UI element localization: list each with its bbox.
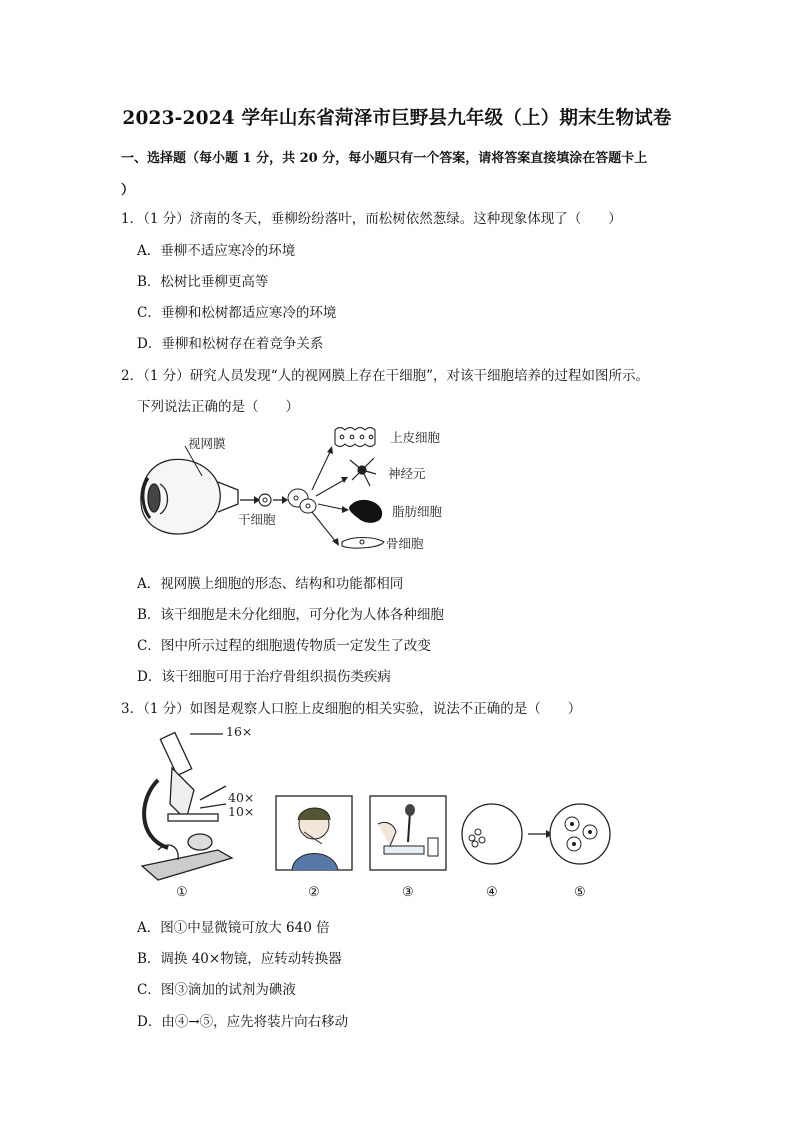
- question-1-option-d[interactable]: D．垂柳和松树存在着竞争关系: [137, 336, 324, 352]
- figure-caption-1: ①: [176, 885, 188, 900]
- eyepiece-label: 16×: [226, 724, 253, 739]
- question-1-stem: 1．（1 分）济南的冬天，垂柳纷纷落叶，而松树依然葱绿。这种现象体现了（ ）: [121, 211, 622, 227]
- stem-cell-label: 干细胞: [238, 512, 276, 527]
- figure-caption-3: ③: [402, 885, 414, 900]
- question-1-option-a[interactable]: A．垂柳不适应寒冷的环境: [137, 243, 296, 259]
- field-of-view-left: [462, 804, 522, 864]
- microscope-experiment-figure: [128, 720, 628, 890]
- retina-label: 视网膜: [188, 436, 226, 451]
- question-2-option-b[interactable]: B．该干细胞是未分化细胞，可分化为人体各种细胞: [137, 607, 444, 623]
- epithelial-cell-icon: [335, 428, 375, 447]
- objective-low-label: 10×: [228, 804, 255, 819]
- question-2-stem: 2．（1 分）研究人员发现“人的视网膜上存在干细胞”，对该干细胞培养的过程如图所示。: [121, 368, 650, 384]
- objective-high-label: 40×: [228, 790, 255, 805]
- neuron-label: 神经元: [388, 466, 426, 481]
- stem-cell-icon: [259, 494, 271, 506]
- section-heading: 一、选择题（每小题 1 分，共 20 分，每小题只有一个答案，请将答案直接填涂在答题卡上 ）: [121, 151, 648, 198]
- swab-cheek-illustration: [276, 796, 352, 870]
- figure-caption-5: ⑤: [574, 885, 586, 900]
- cell-cluster-icon: [288, 489, 316, 513]
- fat-cell-icon: [349, 500, 382, 523]
- question-3-option-a[interactable]: A．图①中显微镜可放大 640 倍: [137, 920, 330, 936]
- question-3-stem: 3．（1 分）如图是观察人口腔上皮细胞的相关实验，说法不正确的是（ ）: [121, 701, 582, 717]
- eye-illustration: [141, 459, 238, 534]
- question-2-option-c[interactable]: C．图中所示过程的细胞遗传物质一定发生了改变: [137, 638, 431, 654]
- question-3-option-b[interactable]: B．调换 40×物镜，应转动转换器: [137, 951, 342, 967]
- question-2-option-a[interactable]: A．视网膜上细胞的形态、结构和功能都相同: [137, 576, 404, 592]
- question-1-option-b[interactable]: B．松树比垂柳更高等: [137, 274, 269, 290]
- bone-cell-icon: [342, 538, 384, 549]
- question-3-option-c[interactable]: C．图③滴加的试剂为碘液: [137, 982, 296, 998]
- epithelial-label: 上皮细胞: [390, 430, 441, 445]
- bone-cell-label: 骨细胞: [386, 536, 424, 551]
- question-2-stem-cont: 下列说法正确的是（ ）: [137, 399, 299, 415]
- figure-caption-4: ④: [486, 885, 498, 900]
- stem-cell-differentiation-diagram: [130, 420, 460, 560]
- dropper-slide-illustration: [370, 796, 446, 870]
- microscope-illustration: [142, 732, 232, 880]
- neuron-icon: [350, 458, 376, 486]
- question-3-option-d[interactable]: D．由④→⑤，应先将装片向右移动: [137, 1014, 349, 1030]
- figure-caption-2: ②: [308, 885, 320, 900]
- field-of-view-right: [550, 804, 610, 864]
- page-title: 2023-2024 学年山东省菏泽市巨野县九年级（上）期末生物试卷: [122, 108, 672, 129]
- fat-cell-label: 脂肪细胞: [392, 504, 443, 519]
- question-2-option-d[interactable]: D．该干细胞可用于治疗骨组织损伤类疾病: [137, 669, 391, 685]
- question-1-option-c[interactable]: C．垂柳和松树都适应寒冷的环境: [137, 305, 337, 321]
